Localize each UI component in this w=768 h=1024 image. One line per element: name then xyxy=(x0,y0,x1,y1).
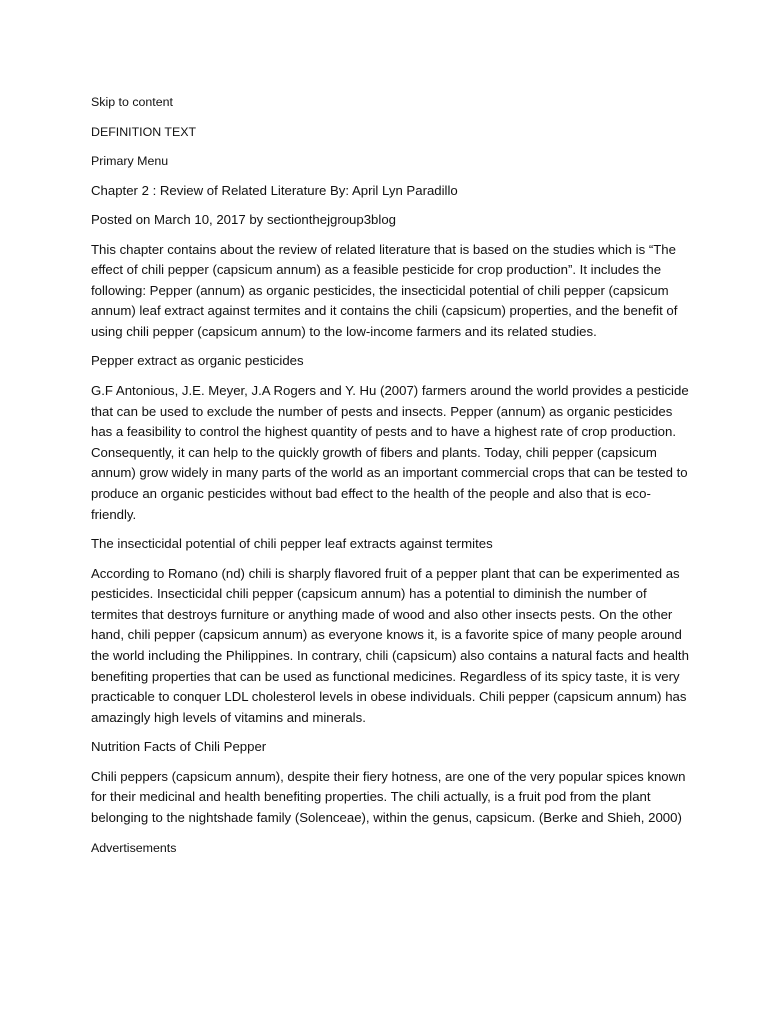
section-heading-pepper-extract: Pepper extract as organic pesticides xyxy=(91,353,304,369)
post-meta xyxy=(91,210,691,231)
post-title: Chapter 2 : Review of Related Literature By: April Lyn Paradillo xyxy=(91,182,458,198)
site-title-link[interactable]: DEFINITION TEXT xyxy=(91,124,197,139)
advertisements-label: Advertisements xyxy=(91,840,177,855)
section-heading-nutrition-facts: Nutrition Facts of Chili Pepper xyxy=(91,739,267,755)
skip-to-content-link[interactable]: Skip to content xyxy=(91,95,173,109)
skip-link-line xyxy=(91,92,691,113)
pepper-extract-paragraph: G.F Antonious, J.E. Meyer, J.A Rogers and Y. Hu (2007) farmers around the world provides a pesticide that can be used to exclude the number of pests and insects. Pepper (annum) as organic pesticides has a feasibility to control the highest quantity of pests and to have a highest rate of crop production. Consequently, it can help to the quickly growth of fibers and plants. Today, chili pepper (capsicum annum) grow widely in many parts of the world as an important commercial crops that can be tested to produce an organic pesticides without bad effect to the health of the people and also that is eco-friendly. xyxy=(91,382,689,522)
post-date-text: Posted on March 10, 2017 by xyxy=(91,212,267,227)
intro-paragraph: This chapter contains about the review of related literature that is based on the studies which is “The effect of chili pepper (capsicum annum) as a feasible pesticide for crop production”. It includes the following: Pepper (annum) as organic pesticides, the insecticidal potential of chili pepper (capsicum annum) leaf extract against termites and it contains the chili (capsicum) properties, and the benefit of using chili pepper (capsicum annum) to the low-income farmers and its related studies. xyxy=(91,241,678,339)
nutrition-facts-paragraph: Chili peppers (capsicum annum), despite their fiery hotness, are one of the very popular spices known for their medicinal and health benefiting properties. The chili actually, is a fruit pod from the plant belonging to the nightshade family (Solenceae), within the genus, capsicum. (Berke and Shieh, 2000) xyxy=(91,768,686,826)
insecticidal-potential-paragraph: According to Romano (nd) chili is sharply flavored fruit of a pepper plant that can be experimented as pesticides. Insecticidal chili pepper (capsicum annum) has a potential to diminish the number of termites that destroys furniture or anything made of wood and also other insects pests. On the other hand, chili pepper (capsicum annum) as everyone knows it, is a favorite spice of many people around the world including the Philippines. In contrary, chili (capsicum) also contains a natural facts and health benefiting properties that can be used as functional medicines. Regardless of its spicy taste, it is very practicable to conquer LDL cholesterol levels in obese individuals. Chili pepper (capsicum annum) has amazingly high levels of vitamins and minerals. xyxy=(91,565,689,725)
site-title-line xyxy=(91,122,691,143)
section-heading-insecticidal-potential: The insecticidal potential of chili pepper leaf extracts against termites xyxy=(91,536,493,552)
post-author-link[interactable]: sectionthejgroup3blog xyxy=(266,212,396,227)
article xyxy=(91,92,691,867)
primary-menu-line xyxy=(91,151,691,172)
primary-menu-button[interactable]: Primary Menu xyxy=(91,154,169,168)
